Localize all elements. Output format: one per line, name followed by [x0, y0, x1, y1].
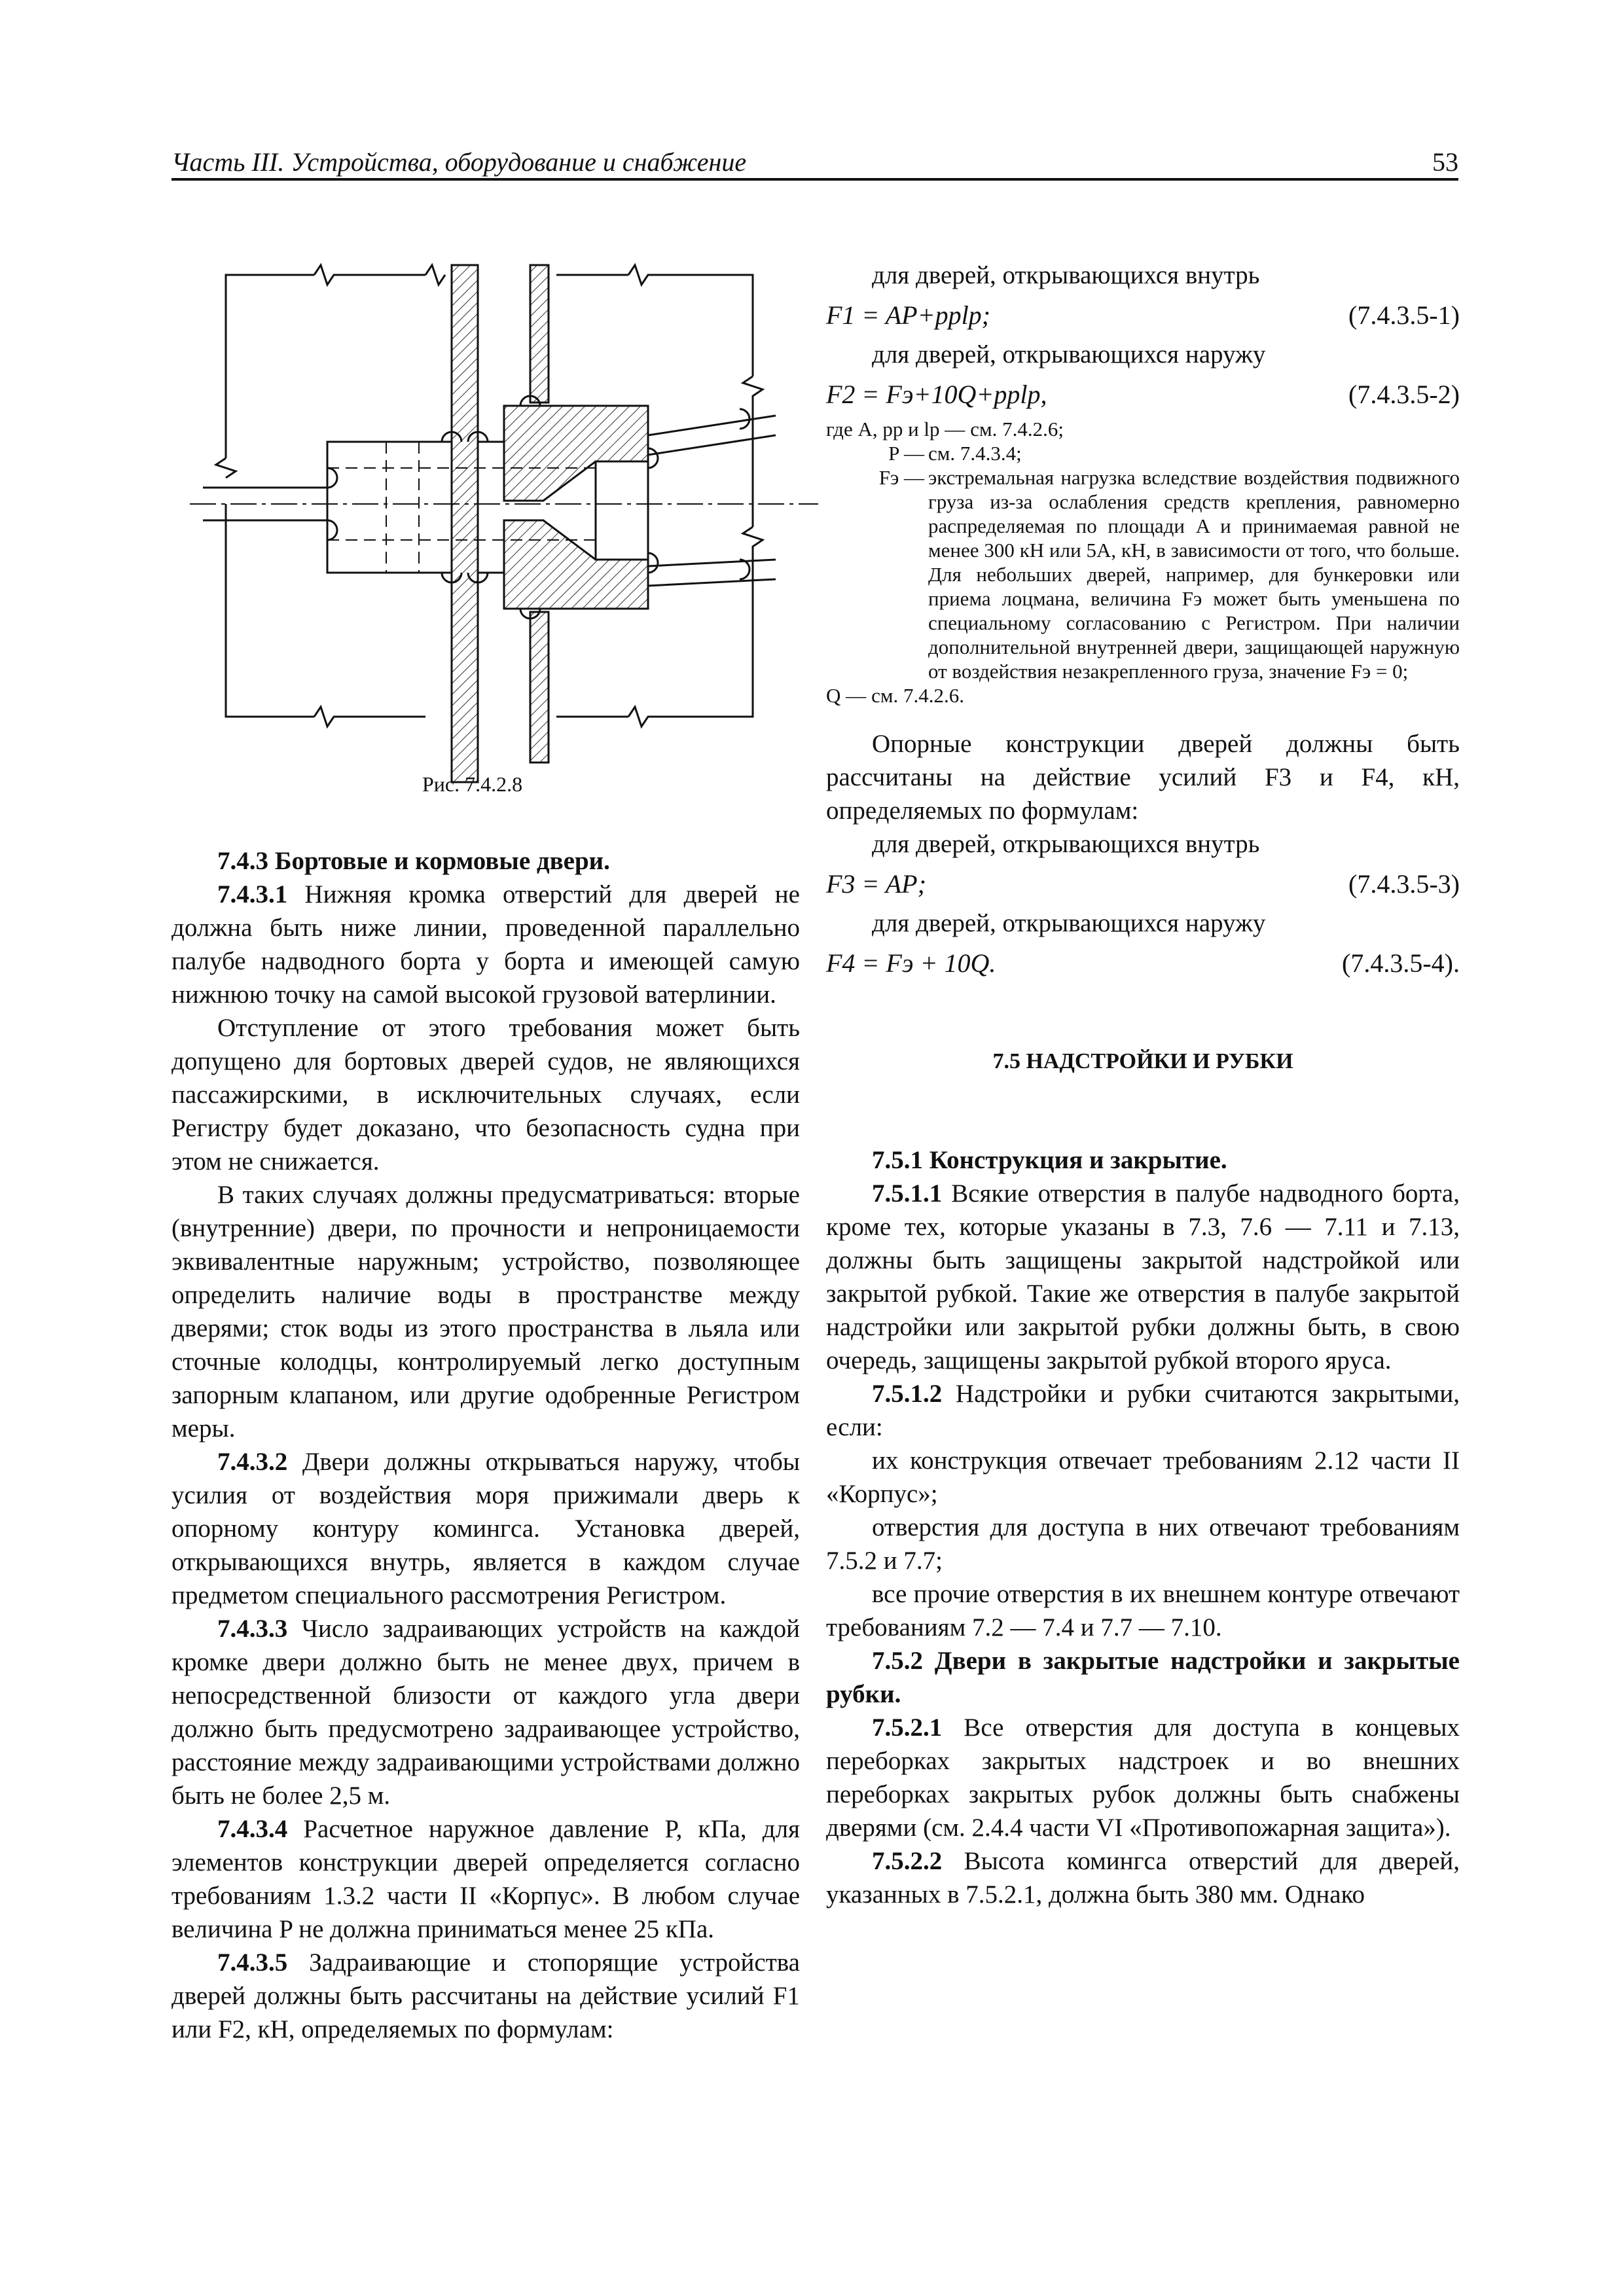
- section-heading-7-5-2: 7.5.2 Двери в закрытые надстройки и закрытые рубки.: [826, 1647, 1460, 1708]
- paragraph-7-4-3-4: 7.4.3.4 Расчетное наружное давление P, кПа, для элементов конструкции дверей определяется согласно требованиям 1.3.2 части II «Корпус». В любом случае величина P не должна приниматься менее 25 кПа.: [171, 1815, 800, 1943]
- page-header: [171, 147, 1458, 181]
- label-inward-2: для дверей, открывающихся внутрь: [872, 830, 1260, 858]
- formula-7-4-3-5-4: F4 = Fэ + 10Q. (7.4.3.5-4).: [826, 948, 1460, 978]
- door-closure-drawing: [190, 245, 818, 808]
- section-heading-7-5-1: 7.5.1 Конструкция и закрытие.: [872, 1146, 1227, 1174]
- label-outward-2: для дверей, открывающихся наружу: [872, 909, 1266, 937]
- paragraph-7-5-1-2: 7.5.1.2 Надстройки и рубки считаются закрытыми, если:: [826, 1380, 1460, 1441]
- paragraph-7-4-3-2: 7.4.3.2 Двери должны открываться наружу, чтобы усилия от воздействия моря прижимали дверь к опорному контуру комингса. Установка дверей, открывающихся внутрь, является в каждом случае предметом специального рассмотрения Регистром.: [171, 1448, 800, 1609]
- figure-caption: Рис. 7.4.2.8: [422, 772, 523, 796]
- paragraph-7-4-3-3: 7.4.3.3 Число задраивающих устройств на каждой кромке двери должно быть не менее двух, причем в непосредственной близости от каждого угла двери должно быть предусмотрено задраивающее устройство, расстояние между задраивающими устройствами должно быть не более 2,5 м.: [171, 1615, 800, 1810]
- left-column: [171, 844, 800, 2046]
- paragraph-deviation: Отступление от этого требования может быть допущено для бортовых дверей судов, не являющихся пассажирскими, в исключительных случаях, если Регистру будет доказано, что безопасность судна при этом не снижается.: [171, 1014, 800, 1175]
- running-title: Часть III. Устройства, оборудование и снабжение: [171, 147, 747, 177]
- paragraph-7-5-2-2: 7.5.2.2 Высота комингса отверстий для дверей, указанных в 7.5.2.1, должна быть 380 мм. Однако: [826, 1847, 1460, 1909]
- label-outward-1: для дверей, открывающихся наружу: [872, 340, 1266, 368]
- formula-legend: где A, pp и lp — см. 7.4.2.6; P — см. 7.4.3.4; Fэ — экстремальная нагрузка вследствие воздействия подвижного груза из-за ослабления средств крепления, равномерно распределяемая по площади A и принимаемая равной не менее 300 кН или 5A, кН, в зависимости от того, что больше. Для небольших дверей, например, для бункеровки или приема лоцмана, величина Fэ может быть уменьшена по специальному согласованию с Регистром. При наличии дополнительной внутренней двери, защищающей наружную от воздействия незакрепленного груза, значение Fэ = 0; Q — см. 7.4.2.6.: [826, 418, 1460, 707]
- condition-other-openings: все прочие отверстия в их внешнем контуре отвечают требованиям 7.2 — 7.4 и 7.7 — 7.10.: [826, 1580, 1460, 1641]
- condition-access-openings: отверстия для доступа в них отвечают требованиям 7.5.2 и 7.7;: [826, 1513, 1460, 1575]
- paragraph-support-structures: Опорные конструкции дверей должны быть рассчитаны на действие усилий F3 и F4, кН, определяемых по формулам:: [826, 730, 1460, 825]
- section-heading-7-4-3: 7.4.3 Бортовые и кормовые двери.: [217, 847, 610, 875]
- right-column: [826, 259, 1460, 1911]
- formula-7-4-3-5-3: F3 = AP; (7.4.3.5-3): [826, 869, 1460, 899]
- formula-7-4-3-5-1: F1 = AP+pplp; (7.4.3.5-1): [826, 300, 1460, 330]
- condition-construction: их конструкция отвечает требованиям 2.12 части II «Корпус»;: [826, 1446, 1460, 1508]
- paragraph-such-cases: В таких случаях должны предусматриваться: вторые (внутренние) двери, по прочности и непроницаемости эквивалентные наружным; устройство, позволяющее определить наличие воды в пространстве между дверями; сток воды из этого пространства в льяла или сточные колодцы, контролируемый легко доступным запорным клапаном, или другие одобренные Регистром меры.: [171, 1181, 800, 1443]
- formula-7-4-3-5-2: F2 = Fэ+10Q+pplp, (7.4.3.5-2): [826, 380, 1460, 409]
- paragraph-7-4-3-5: 7.4.3.5 Задраивающие и стопорящие устройства дверей должны быть рассчитаны на действие усилий F1 или F2, кН, определяемых по формулам:: [171, 1948, 800, 2043]
- label-inward-1: для дверей, открывающихся внутрь: [872, 261, 1260, 289]
- section-title-7-5: 7.5 НАДСТРОЙКИ И РУБКИ: [992, 1049, 1293, 1073]
- paragraph-7-5-1-1: 7.5.1.1 Всякие отверстия в палубе надводного борта, кроме тех, которые указаны в 7.3, 7.6 — 7.11 и 7.13, должны быть защищены закрытой надстройкой или закрытой рубкой. Такие же отверстия в палубе закрытой надстройки или закрытой рубки должны быть, в свою очередь, защищены закрытой рубкой второго яруса.: [826, 1179, 1460, 1374]
- paragraph-7-4-3-1: 7.4.3.1 Нижняя кромка отверстий для дверей не должна быть ниже линии, проведенной параллельно палубе надводного борта у борта и имеющей самую нижнюю точку на самой высокой грузовой ватерлинии.: [171, 880, 800, 1009]
- page-number: 53: [1432, 147, 1458, 177]
- paragraph-7-5-2-1: 7.5.2.1 Все отверстия для доступа в концевых переборках закрытых надстроек и во внешних переборках закрытых рубок должны быть снабжены дверями (см. 2.4.4 части VI «Противопожарная защита»).: [826, 1713, 1460, 1842]
